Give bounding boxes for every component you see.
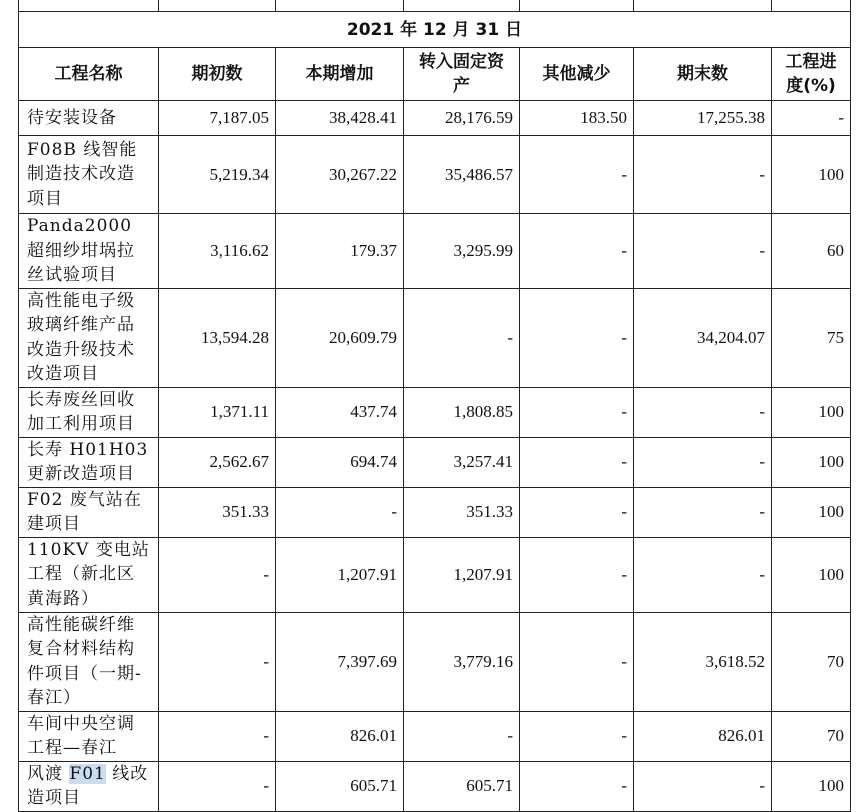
col-header-closing: 期末数 — [634, 48, 772, 101]
closing-value: - — [634, 387, 772, 437]
increase-value: 826.01 — [276, 711, 404, 761]
opening-value: - — [159, 537, 276, 612]
opening-value: 7,187.05 — [159, 101, 276, 136]
opening-value: 5,219.34 — [159, 136, 276, 214]
table-row — [19, 101, 851, 136]
increase-value: 605.71 — [276, 761, 404, 811]
project-name-suffix: 线改造项目 — [27, 763, 149, 808]
other-decrease-value: - — [520, 288, 634, 387]
closing-value: 826.01 — [634, 711, 772, 761]
opening-value: 2,562.67 — [159, 437, 276, 487]
closing-value: - — [634, 487, 772, 537]
col-header-increase: 本期增加 — [276, 48, 404, 101]
progress-value: 60 — [772, 214, 851, 289]
other-decrease-value: - — [520, 612, 634, 711]
transfer-value: 3,257.41 — [404, 437, 520, 487]
increase-value: 437.74 — [276, 387, 404, 437]
closing-value: 34,204.07 — [634, 288, 772, 387]
col-header-other-decrease: 其他减少 — [520, 48, 634, 101]
table-row — [19, 437, 851, 487]
table-row — [19, 612, 851, 711]
other-decrease-value: - — [520, 437, 634, 487]
increase-value: 1,207.91 — [276, 537, 404, 612]
progress-value: 75 — [772, 288, 851, 387]
table-title: 2021 年 12 月 31 日 — [19, 12, 851, 48]
project-name: 高性能碳纤维复合材料结构件项目（一期-春江） — [19, 612, 159, 711]
progress-value: 100 — [772, 136, 851, 214]
opening-value: 351.33 — [159, 487, 276, 537]
progress-value: 100 — [772, 437, 851, 487]
closing-value: - — [634, 136, 772, 214]
table-row — [19, 487, 851, 537]
increase-value: 38,428.41 — [276, 101, 404, 136]
transfer-value: 605.71 — [404, 761, 520, 811]
table-title-row — [19, 12, 851, 48]
project-name: F02 废气站在建项目 — [19, 487, 159, 537]
transfer-value: 3,295.99 — [404, 214, 520, 289]
progress-value: 100 — [772, 487, 851, 537]
col-header-transfer: 转入固定资产 — [404, 48, 520, 101]
transfer-value: 1,207.91 — [404, 537, 520, 612]
project-name: Panda2000 超细纱坩埚拉丝试验项目 — [19, 214, 159, 289]
table-top-border-row — [19, 0, 851, 12]
project-name: 高性能电子级玻璃纤维产品改造升级技术改造项目 — [19, 288, 159, 387]
table-row — [19, 387, 851, 437]
other-decrease-value: 183.50 — [520, 101, 634, 136]
closing-value: - — [634, 537, 772, 612]
transfer-value: 28,176.59 — [404, 101, 520, 136]
transfer-value: 351.33 — [404, 487, 520, 537]
transfer-value: 35,486.57 — [404, 136, 520, 214]
progress-value: 100 — [772, 761, 851, 811]
col-header-progress: 工程进度(%) — [772, 48, 851, 101]
transfer-value: 1,808.85 — [404, 387, 520, 437]
increase-value: 179.37 — [276, 214, 404, 289]
other-decrease-value: - — [520, 537, 634, 612]
transfer-value: 3,779.16 — [404, 612, 520, 711]
increase-value: 20,609.79 — [276, 288, 404, 387]
table-row — [19, 136, 851, 214]
other-decrease-value: - — [520, 136, 634, 214]
project-name: 长寿 H01H03 更新改造项目 — [19, 437, 159, 487]
progress-value: 70 — [772, 612, 851, 711]
other-decrease-value: - — [520, 214, 634, 289]
table-row — [19, 537, 851, 612]
project-name: 110KV 变电站工程（新北区黄海路） — [19, 537, 159, 612]
closing-value: - — [634, 437, 772, 487]
opening-value: 3,116.62 — [159, 214, 276, 289]
progress-value: 70 — [772, 711, 851, 761]
header-row — [19, 48, 851, 101]
other-decrease-value: - — [520, 711, 634, 761]
increase-value: - — [276, 487, 404, 537]
progress-value: 100 — [772, 387, 851, 437]
project-name: 车间中央空调工程—春江 — [19, 711, 159, 761]
transfer-value: - — [404, 288, 520, 387]
other-decrease-value: - — [520, 761, 634, 811]
table-row — [19, 214, 851, 289]
opening-value: - — [159, 612, 276, 711]
col-header-opening: 期初数 — [159, 48, 276, 101]
closing-value: 3,618.52 — [634, 612, 772, 711]
increase-value: 7,397.69 — [276, 612, 404, 711]
closing-value: - — [634, 761, 772, 811]
col-header-name: 工程名称 — [19, 48, 159, 101]
project-name-prefix: 风渡 — [27, 763, 70, 784]
opening-value: 1,371.11 — [159, 387, 276, 437]
increase-value: 30,267.22 — [276, 136, 404, 214]
construction-in-progress-table — [18, 0, 851, 812]
progress-value: 100 — [772, 537, 851, 612]
transfer-value: - — [404, 711, 520, 761]
increase-value: 694.74 — [276, 437, 404, 487]
opening-value: 13,594.28 — [159, 288, 276, 387]
closing-value: - — [634, 214, 772, 289]
table-row — [19, 711, 851, 761]
opening-value: - — [159, 761, 276, 811]
project-name: 长寿废丝回收加工利用项目 — [19, 387, 159, 437]
closing-value: 17,255.38 — [634, 101, 772, 136]
table-row — [19, 288, 851, 387]
opening-value: - — [159, 711, 276, 761]
other-decrease-value: - — [520, 487, 634, 537]
selected-text-highlight[interactable]: F01 — [69, 763, 106, 784]
project-name: F08B 线智能制造技术改造项目 — [19, 136, 159, 214]
progress-value: - — [772, 101, 851, 136]
other-decrease-value: - — [520, 387, 634, 437]
project-name: 待安装设备 — [19, 101, 159, 136]
